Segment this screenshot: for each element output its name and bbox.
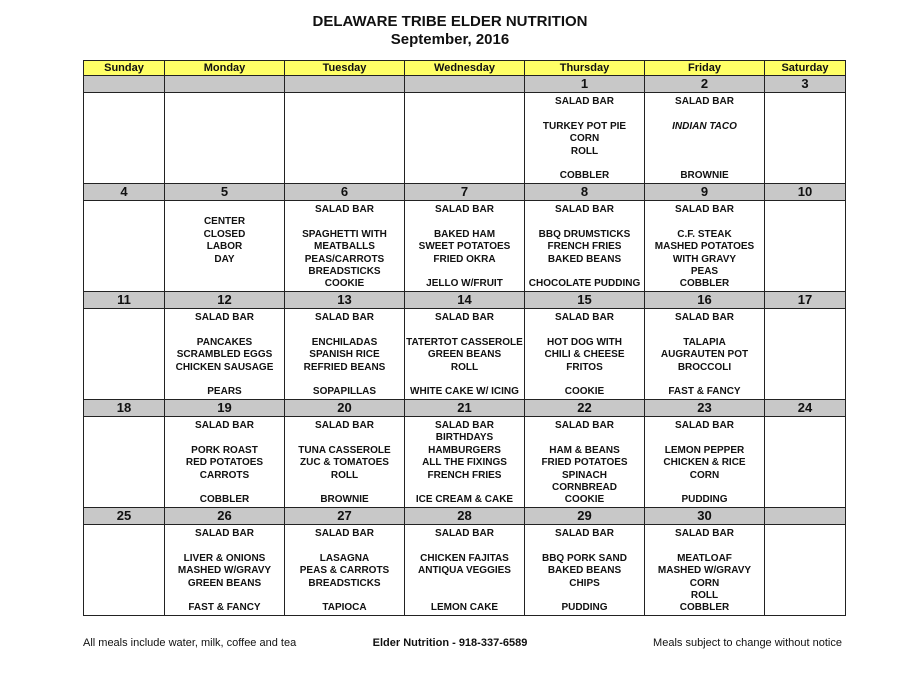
menu-item: COBBLER xyxy=(679,602,730,614)
menu-item: SALAD BAR xyxy=(555,312,614,323)
menu-item: CORN xyxy=(569,133,600,145)
weekday-header-row xyxy=(84,61,846,76)
date-number: 18 xyxy=(84,400,165,417)
date-number: 22 xyxy=(525,400,645,417)
menu-item: BAKED BEANS xyxy=(547,565,622,577)
menu-item: SALAD BAR xyxy=(555,528,614,539)
menu-item: CHICKEN FAJITAS xyxy=(420,552,509,564)
date-number: 20 xyxy=(285,400,405,417)
day-menu-cell xyxy=(405,417,525,508)
menu-item: HOT DOG WITH xyxy=(547,336,622,348)
menu-item: COOKIE xyxy=(564,494,605,506)
menu-item: SPAGHETTI WITH xyxy=(302,228,387,240)
menu-item xyxy=(285,374,404,386)
menu-item: RED POTATOES xyxy=(185,457,264,469)
menu-item: REFRIED BEANS xyxy=(303,361,386,373)
menu-item: FAST & FANCY xyxy=(188,602,261,614)
date-number: 4 xyxy=(84,184,165,201)
date-number xyxy=(84,76,165,93)
day-menu-cell xyxy=(165,417,285,508)
menu-item: GREEN BEANS xyxy=(187,577,262,589)
menu-item: SALAD BAR xyxy=(435,312,494,323)
day-menu-cell xyxy=(285,525,405,616)
day-menu-cell xyxy=(765,309,846,400)
menu-item: SALAD BAR xyxy=(195,528,254,539)
menu-item: AUGRAUTEN POT xyxy=(660,349,749,361)
menu-item: CHOCOLATE PUDDING xyxy=(528,278,641,290)
meal-row xyxy=(84,417,846,508)
date-row xyxy=(84,508,846,525)
menu-item: BBQ PORK SAND xyxy=(541,552,627,564)
date-number: 3 xyxy=(765,76,846,93)
date-number: 13 xyxy=(285,292,405,309)
menu-item: SALAD BAR xyxy=(315,528,374,539)
menu-item: FRENCH FRIES xyxy=(547,241,622,253)
menu-item xyxy=(405,324,524,336)
day-menu-cell xyxy=(405,93,525,184)
calendar-body xyxy=(84,76,846,616)
menu-item: FAST & FANCY xyxy=(668,386,741,398)
menu-item xyxy=(165,432,284,444)
menu-item: LASAGNA xyxy=(319,552,370,564)
menu-item xyxy=(645,133,764,145)
menu-item xyxy=(165,590,284,602)
menu-item: ENCHILADAS xyxy=(311,336,378,348)
date-number: 2 xyxy=(645,76,765,93)
menu-item: SALAD BAR xyxy=(555,96,614,107)
weekday-header: Monday xyxy=(165,61,285,76)
date-number: 24 xyxy=(765,400,846,417)
menu-item xyxy=(165,540,284,552)
menu-item: DAY xyxy=(214,253,235,265)
menu-item: BAKED HAM xyxy=(433,228,496,240)
date-number: 28 xyxy=(405,508,525,525)
date-number: 23 xyxy=(645,400,765,417)
menu-item: CLOSED xyxy=(203,228,246,240)
day-menu-cell xyxy=(405,525,525,616)
menu-item xyxy=(645,158,764,170)
menu-item: CHIPS xyxy=(569,577,600,589)
date-number xyxy=(765,508,846,525)
day-menu-cell xyxy=(285,201,405,292)
menu-item: COBBLER xyxy=(199,494,250,506)
menu-item xyxy=(405,590,524,602)
day-menu-cell xyxy=(525,309,645,400)
day-menu-cell xyxy=(645,93,765,184)
menu-item: LEMON CAKE xyxy=(430,602,499,614)
menu-item: FRIED POTATOES xyxy=(541,457,628,469)
menu-item: MASHED POTATOES xyxy=(654,241,755,253)
menu-item: WHITE CAKE W/ ICING xyxy=(410,386,519,398)
day-menu-cell xyxy=(285,417,405,508)
menu-item: COBBLER xyxy=(679,278,730,290)
menu-item: PUDDING xyxy=(681,494,728,506)
menu-item xyxy=(645,146,764,158)
menu-item: HAMBURGERS xyxy=(428,444,501,456)
day-menu-cell xyxy=(405,309,525,400)
day-menu-cell xyxy=(285,93,405,184)
menu-item: SALAD BAR xyxy=(435,204,494,215)
menu-item: SALAD BAR xyxy=(675,528,734,539)
day-menu-cell xyxy=(525,93,645,184)
meal-row xyxy=(84,201,846,292)
date-number: 17 xyxy=(765,292,846,309)
menu-item: ROLL xyxy=(450,361,479,373)
day-menu-cell xyxy=(84,309,165,400)
date-number: 27 xyxy=(285,508,405,525)
menu-item xyxy=(645,482,764,494)
menu-item: PORK ROAST xyxy=(191,444,258,456)
page-subtitle: September, 2016 xyxy=(390,31,510,48)
menu-item xyxy=(405,216,524,228)
menu-item: HAM & BEANS xyxy=(549,444,620,456)
day-menu-cell xyxy=(765,93,846,184)
date-number: 21 xyxy=(405,400,525,417)
menu-item: SWEET POTATOES xyxy=(418,241,511,253)
date-number: 9 xyxy=(645,184,765,201)
menu-item: BAKED BEANS xyxy=(547,253,622,265)
day-menu-cell xyxy=(165,201,285,292)
menu-item: SALAD BAR xyxy=(315,420,374,431)
menu-item: CORNBREAD xyxy=(552,482,617,494)
day-menu-cell xyxy=(84,93,165,184)
date-row xyxy=(84,184,846,201)
menu-item: SALAD BAR xyxy=(675,420,734,431)
menu-item: SALAD BAR xyxy=(435,420,494,431)
menu-item: SALAD BAR xyxy=(675,96,734,107)
menu-item: ANTIQUA VEGGIES xyxy=(418,565,511,577)
day-menu-cell xyxy=(165,93,285,184)
menu-item: C.F. STEAK xyxy=(677,228,732,240)
menu-item: SALAD BAR xyxy=(675,312,734,323)
menu-item xyxy=(285,590,404,602)
date-row xyxy=(84,400,846,417)
menu-item: SALAD BAR xyxy=(555,204,614,215)
date-number: 29 xyxy=(525,508,645,525)
menu-item xyxy=(645,108,764,120)
menu-item xyxy=(525,374,644,386)
menu-item: PEAS/CARROTS xyxy=(304,253,385,265)
menu-item xyxy=(165,204,284,216)
menu-item xyxy=(165,374,284,386)
day-menu-cell xyxy=(165,309,285,400)
weekday-header: Saturday xyxy=(765,61,846,76)
date-number: 8 xyxy=(525,184,645,201)
date-number: 12 xyxy=(165,292,285,309)
weekday-header: Sunday xyxy=(84,61,165,76)
date-number: 16 xyxy=(645,292,765,309)
date-number: 5 xyxy=(165,184,285,201)
date-number xyxy=(285,76,405,93)
menu-item: BIRTHDAYS xyxy=(435,432,494,444)
day-menu-cell xyxy=(84,201,165,292)
menu-item xyxy=(405,482,524,494)
day-menu-cell xyxy=(165,525,285,616)
menu-item xyxy=(285,324,404,336)
menu-item: MEATLOAF xyxy=(677,552,732,564)
menu-item: ROLL xyxy=(570,145,599,157)
menu-item: WITH GRAVY xyxy=(672,253,737,265)
date-row xyxy=(84,292,846,309)
menu-item: SOPAPILLAS xyxy=(312,386,377,398)
menu-item xyxy=(525,324,644,336)
menu-item xyxy=(525,158,644,170)
menu-item xyxy=(405,266,524,278)
day-menu-cell xyxy=(525,201,645,292)
menu-item: BROWNIE xyxy=(320,494,369,506)
menu-item: SPINACH xyxy=(561,469,607,481)
day-menu-cell xyxy=(525,525,645,616)
day-menu-cell xyxy=(765,201,846,292)
menu-item: PEAS xyxy=(690,266,719,278)
menu-item: LABOR xyxy=(206,241,243,253)
day-menu-cell xyxy=(645,201,765,292)
menu-item xyxy=(645,216,764,228)
menu-item: PEAS & CARROTS xyxy=(299,565,390,577)
menu-item xyxy=(525,432,644,444)
menu-item: TATERTOT CASSEROLE xyxy=(406,336,523,348)
menu-item: CORN xyxy=(689,577,720,589)
menu-item xyxy=(405,540,524,552)
menu-item: SALAD BAR xyxy=(195,312,254,323)
day-menu-cell xyxy=(285,309,405,400)
menu-item: TAPIOCA xyxy=(322,602,367,614)
menu-item: ALL THE FIXINGS xyxy=(422,457,507,469)
footer-contact: Elder Nutrition - 918-337-6589 xyxy=(372,637,528,649)
menu-item xyxy=(405,374,524,386)
footer-note-left: All meals include water, milk, coffee and tea xyxy=(83,637,297,649)
date-number xyxy=(165,76,285,93)
date-number: 15 xyxy=(525,292,645,309)
menu-item xyxy=(285,216,404,228)
day-menu-cell xyxy=(84,525,165,616)
menu-item: COOKIE xyxy=(564,386,605,398)
menu-item: FRIED OKRA xyxy=(433,253,496,265)
day-menu-cell xyxy=(645,309,765,400)
menu-item: CHILI & CHEESE xyxy=(544,349,625,361)
weekday-header: Friday xyxy=(645,61,765,76)
menu-item: PEARS xyxy=(207,386,242,398)
menu-item xyxy=(645,540,764,552)
menu-item xyxy=(645,374,764,386)
menu-item xyxy=(165,324,284,336)
menu-item: ZUC & TOMATOES xyxy=(300,457,389,469)
day-menu-cell xyxy=(405,201,525,292)
weekday-header: Wednesday xyxy=(405,61,525,76)
menu-item: TUNA CASSEROLE xyxy=(298,444,391,456)
day-menu-cell xyxy=(525,417,645,508)
menu-item: INDIAN TACO xyxy=(672,120,737,132)
date-number: 14 xyxy=(405,292,525,309)
menu-item: LIVER & ONIONS xyxy=(183,552,266,564)
date-number: 6 xyxy=(285,184,405,201)
date-number: 1 xyxy=(525,76,645,93)
meal-row xyxy=(84,93,846,184)
day-menu-cell xyxy=(765,525,846,616)
menu-item: CORN xyxy=(689,469,720,481)
menu-item: SALAD BAR xyxy=(675,204,734,215)
meal-row xyxy=(84,525,846,616)
menu-item: BROWNIE xyxy=(680,170,729,182)
menu-item: BROCCOLI xyxy=(677,361,732,373)
day-menu-cell xyxy=(765,417,846,508)
menu-item: BREADSTICKS xyxy=(308,266,381,278)
menu-item xyxy=(525,266,644,278)
menu-item: BREADSTICKS xyxy=(308,577,381,589)
menu-item xyxy=(645,324,764,336)
date-number: 11 xyxy=(84,292,165,309)
date-number xyxy=(405,76,525,93)
menu-item: SALAD BAR xyxy=(315,204,374,215)
menu-item xyxy=(165,482,284,494)
date-number: 25 xyxy=(84,508,165,525)
meal-row xyxy=(84,309,846,400)
menu-item: CENTER xyxy=(203,216,246,228)
menu-item: JELLO W/FRUIT xyxy=(426,278,503,290)
date-number: 30 xyxy=(645,508,765,525)
menu-item: FRITOS xyxy=(566,361,603,373)
menu-item xyxy=(285,432,404,444)
menu-item: PUDDING xyxy=(561,602,608,614)
menu-item: SALAD BAR xyxy=(195,420,254,431)
menu-item xyxy=(525,216,644,228)
menu-item: SALAD BAR xyxy=(555,420,614,431)
menu-item: FRENCH FRIES xyxy=(427,469,502,481)
day-menu-cell xyxy=(84,417,165,508)
day-menu-cell xyxy=(645,417,765,508)
menu-item: SPANISH RICE xyxy=(309,349,380,361)
menu-item xyxy=(525,108,644,120)
menu-item: MASHED W/GRAVY xyxy=(657,565,752,577)
menu-item xyxy=(405,578,524,590)
menu-item: CHICKEN & RICE xyxy=(663,457,746,469)
menu-item: MEATBALLS xyxy=(314,241,375,253)
date-number: 7 xyxy=(405,184,525,201)
menu-item: ROLL xyxy=(690,590,719,602)
date-row xyxy=(84,76,846,93)
menu-item: MASHED W/GRAVY xyxy=(177,565,272,577)
footer-note-right: Meals subject to change without notice xyxy=(653,637,842,649)
menu-item: TALAPIA xyxy=(683,336,726,348)
date-number: 10 xyxy=(765,184,846,201)
weekday-header: Thursday xyxy=(525,61,645,76)
menu-item: TURKEY POT PIE xyxy=(542,120,627,132)
menu-item: PANCAKES xyxy=(196,336,253,348)
date-number: 19 xyxy=(165,400,285,417)
menu-item: GREEN BEANS xyxy=(427,349,502,361)
menu-item: ICE CREAM & CAKE xyxy=(415,494,514,506)
menu-item: BBQ DRUMSTICKS xyxy=(538,228,631,240)
menu-item: SALAD BAR xyxy=(315,312,374,323)
menu-item xyxy=(285,540,404,552)
menu-item: COOKIE xyxy=(324,278,365,290)
menu-item: SALAD BAR xyxy=(435,528,494,539)
menu-item: COBBLER xyxy=(559,170,610,182)
menu-item: CARROTS xyxy=(199,469,250,481)
menu-item: SCRAMBLED EGGS xyxy=(176,349,273,361)
day-menu-cell xyxy=(645,525,765,616)
menu-calendar xyxy=(83,60,846,616)
menu-item: ROLL xyxy=(330,469,359,481)
menu-item xyxy=(525,590,644,602)
date-number: 26 xyxy=(165,508,285,525)
page-title: DELAWARE TRIBE ELDER NUTRITION xyxy=(312,13,588,30)
menu-item xyxy=(525,540,644,552)
menu-item xyxy=(285,482,404,494)
weekday-header: Tuesday xyxy=(285,61,405,76)
menu-item: LEMON PEPPER xyxy=(664,444,745,456)
menu-item: CHICKEN SAUSAGE xyxy=(175,361,274,373)
menu-item xyxy=(645,432,764,444)
